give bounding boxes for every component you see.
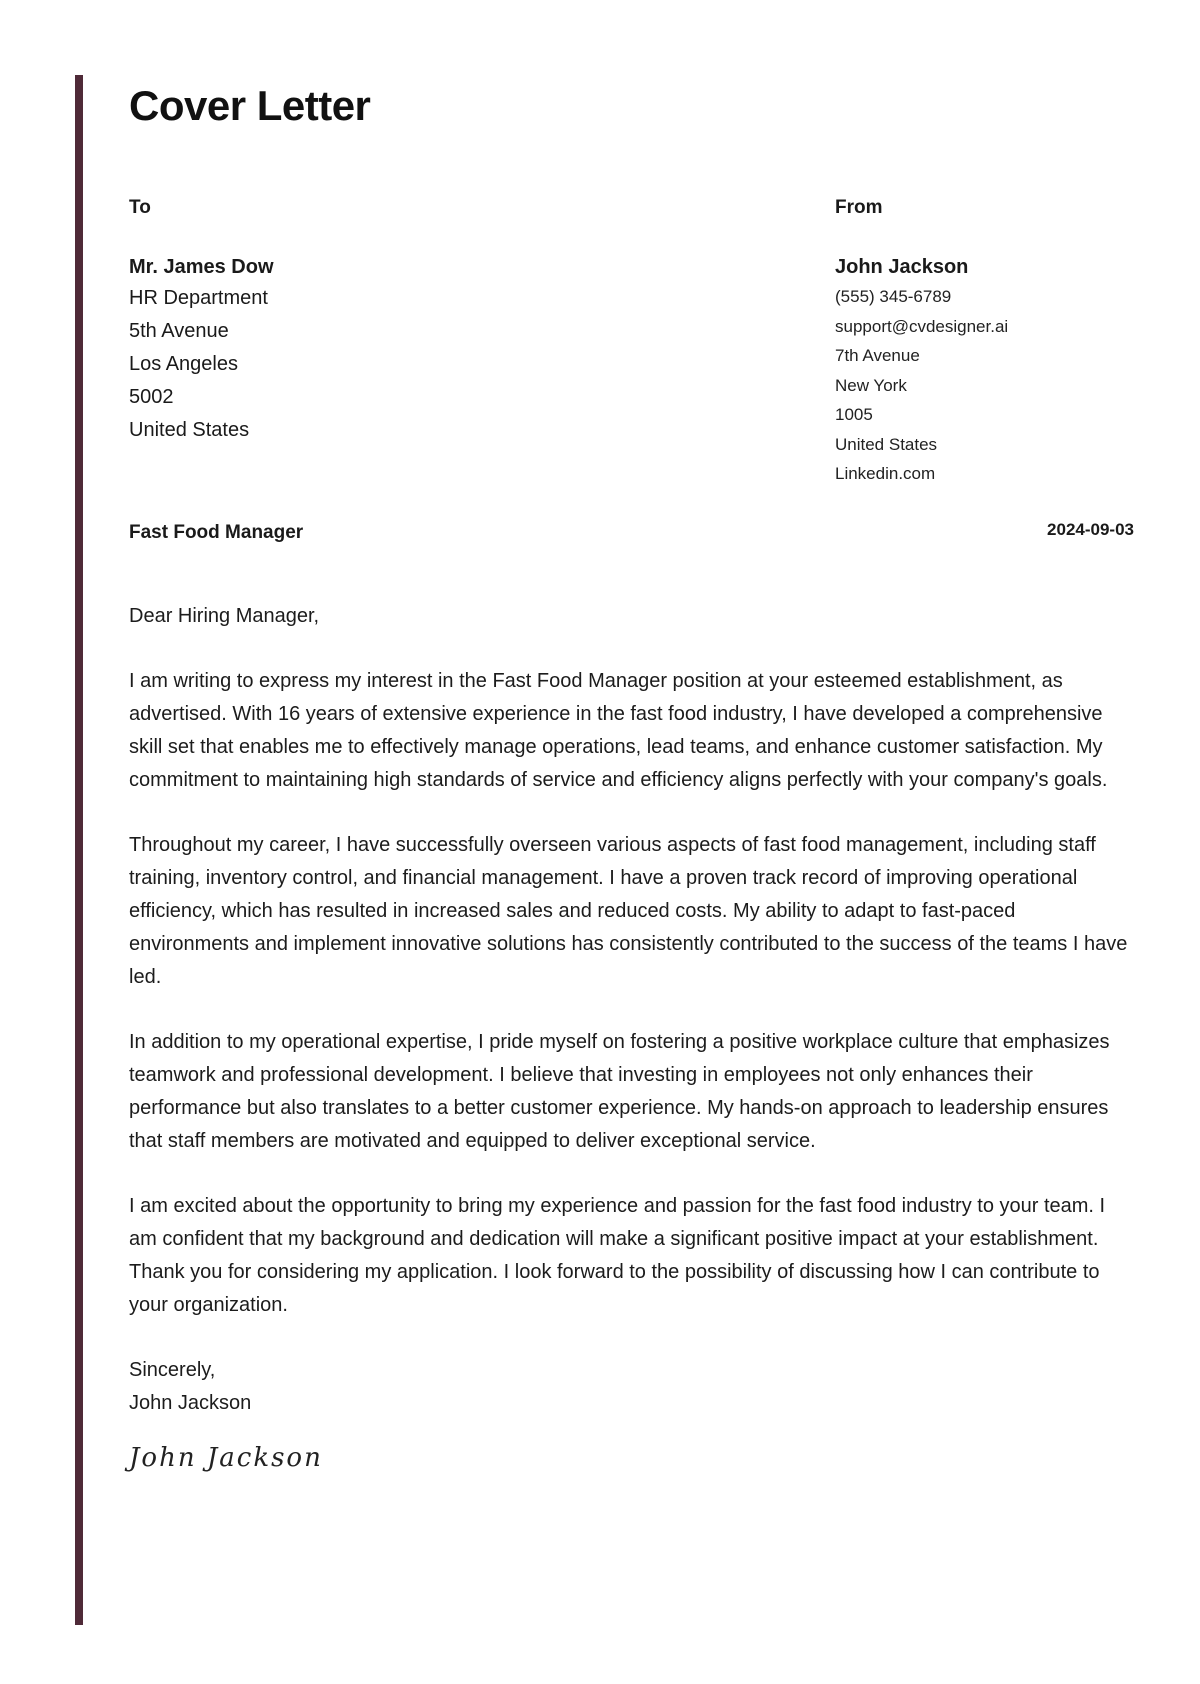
sender-linkedin: Linkedin.com [835,464,936,483]
sender-block [835,196,1135,489]
sender-country: United States [835,434,938,454]
to-label: To [129,197,151,218]
salutation: Dear Hiring Manager, [129,605,320,627]
sender-street: 7th Avenue [835,346,920,365]
from-label: From [835,197,883,218]
letter-date: 2024-09-03 [1047,520,1134,539]
recipient-postal-code: 5002 [129,386,174,408]
signature: John Jackson [129,1443,323,1473]
page-title: Cover Letter [129,82,371,129]
paragraph-2: Throughout my career, I have successfully overseen various aspects of fast food management, including staff training, inventory control, and financial management. I have a proven track record of improving operational efficiency, which has resulted in increased sales and reduced costs. My ability to adapt to fast-paced environments and implement innovative solutions has consistently contributed to the success of the teams I have led. [129,834,1128,988]
paragraph-1: I am writing to express my interest in the Fast Food Manager position at your esteemed establishment, as advertised. With 16 years of extensive experience in the fast food industry, I have developed a comprehensive skill set that enables me to effectively manage operations, lead teams, and enhance customer satisfaction. My commitment to maintaining high standards of service and efficiency aligns perfectly with your company's goals. [129,670,1108,791]
letter-body [129,600,1134,1476]
sender-email: support@cvdesigner.ai [835,316,1009,336]
subject-row [129,522,1134,550]
paragraph-4: I am excited about the opportunity to bring my experience and passion for the fast food industry to your team. I am confident that my background and dedication will make a significant positive impact at your establishment. Thank you for considering my application. I look forward to the possibility of discussing how I can contribute to your organization. [129,1195,1106,1316]
closing-block [129,1354,1134,1476]
recipient-name: Mr. James Dow [129,256,274,278]
recipient-country: United States [129,419,250,441]
closing-name: John Jackson [129,1392,252,1414]
recipient-street: 5th Avenue [129,320,229,342]
recipient-department: HR Department [129,287,268,309]
recipient-block [129,196,629,447]
sender-postal-code: 1005 [835,405,873,424]
job-title: Fast Food Manager [129,522,304,543]
closing: Sincerely, [129,1359,216,1381]
recipient-city: Los Angeles [129,353,238,375]
sender-phone: (555) 345-6789 [835,287,952,306]
accent-bar [75,75,83,1625]
sender-name: John Jackson [835,256,969,278]
sender-city: New York [835,375,907,395]
paragraph-3: In addition to my operational expertise, I pride myself on fostering a positive workplace culture that emphasizes teamwork and professional development. I believe that investing in employees not only enhances their performance but also translates to a better customer experience. My hands-on approach to leadership ensures that staff members are motivated and equipped to deliver exceptional service. [129,1031,1110,1152]
